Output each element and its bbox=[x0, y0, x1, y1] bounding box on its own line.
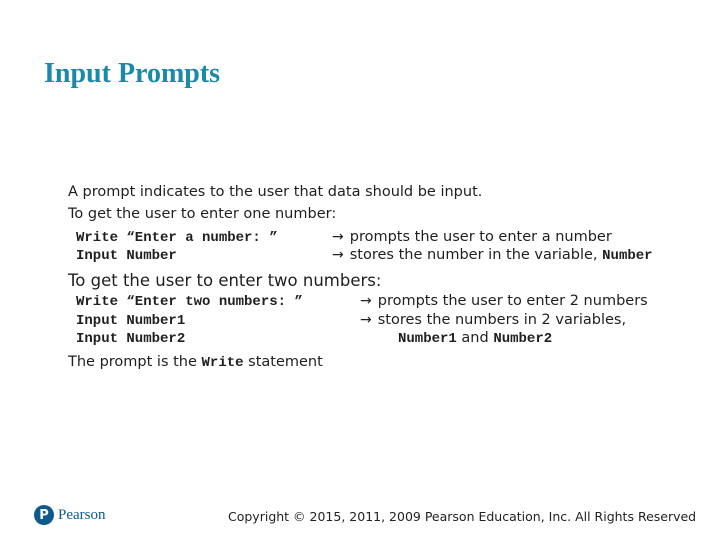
arrow-icon: → bbox=[360, 312, 372, 328]
text-line-5: To get the user to enter two numbers: bbox=[68, 271, 382, 290]
conjunction-text: and bbox=[461, 330, 489, 346]
text-line-9 bbox=[68, 354, 323, 371]
text-fragment: statement bbox=[248, 354, 323, 370]
arrow-icon: → bbox=[360, 293, 372, 309]
note-text: prompts the user to enter a number bbox=[349, 229, 612, 245]
text-line-1: A prompt indicates to the user that data should be input. bbox=[68, 184, 483, 200]
note-stores-one bbox=[332, 247, 653, 264]
code-line-write-two: Write “Enter two numbers: ” bbox=[76, 294, 303, 310]
note-prompts-two bbox=[360, 293, 648, 309]
note-variable-names bbox=[398, 330, 552, 347]
code-line-input-number2: Input Number2 bbox=[76, 331, 186, 347]
keyword-write: Write bbox=[201, 355, 244, 371]
note-text: stores the numbers in 2 variables, bbox=[377, 312, 627, 328]
slide-title: Input Prompts bbox=[44, 58, 221, 89]
copyright-notice: Copyright © 2015, 2011, 2009 Pearson Education, Inc. All Rights Reserved bbox=[228, 509, 697, 524]
note-text: prompts the user to enter 2 numbers bbox=[377, 293, 648, 309]
pearson-logo-icon: P bbox=[34, 505, 54, 525]
pearson-logo bbox=[34, 505, 106, 525]
variable-name: Number2 bbox=[493, 331, 553, 347]
variable-name: Number1 bbox=[398, 331, 457, 347]
arrow-icon: → bbox=[332, 247, 344, 263]
pearson-logo-text: Pearson bbox=[58, 506, 106, 523]
note-text: stores the number in the variable, bbox=[349, 247, 598, 263]
code-line-write-one: Write “Enter a number: ” bbox=[76, 230, 278, 246]
arrow-icon: → bbox=[332, 229, 344, 245]
note-stores-two bbox=[360, 312, 626, 328]
note-prompts-one bbox=[332, 229, 612, 245]
text-line-2: To get the user to enter one number: bbox=[68, 206, 337, 222]
code-line-input-number1: Input Number1 bbox=[76, 313, 186, 329]
variable-name: Number bbox=[602, 248, 653, 264]
code-line-input-number: Input Number bbox=[76, 248, 177, 264]
text-fragment: The prompt is the bbox=[68, 354, 197, 370]
